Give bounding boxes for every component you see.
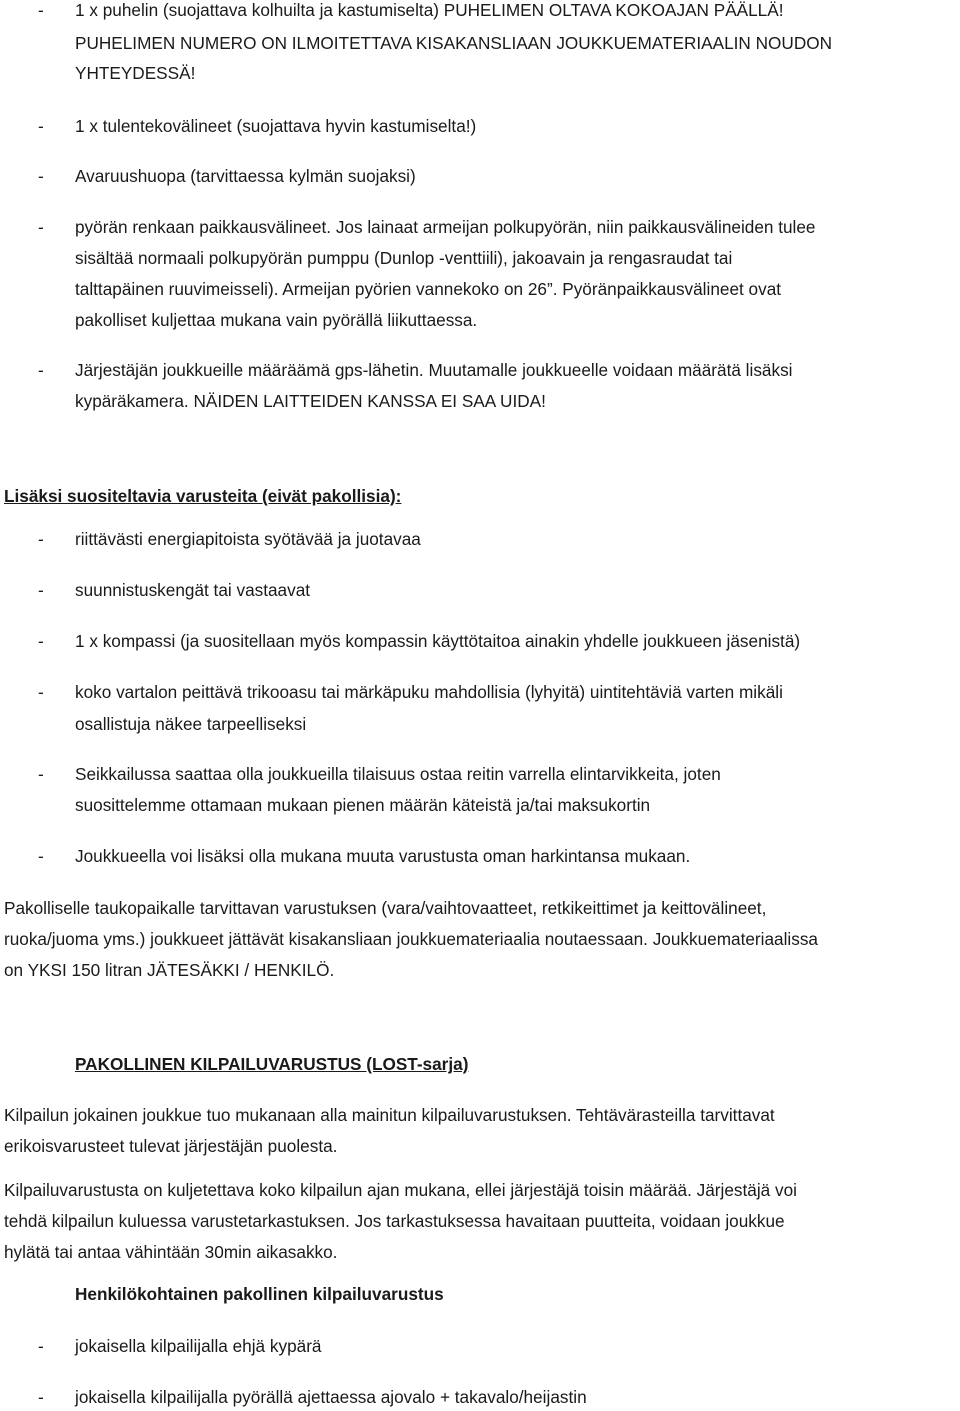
list-item-text: jokaisella kilpailijalla ehjä kypärä [75, 1336, 322, 1356]
line-text: PUHELIMEN NUMERO ON ILMOITETTAVA KISAKANSLIAAN JOUKKUEMATERIAALIN NOUDON [75, 33, 833, 53]
line-text: hylätä tai antaa vähintään 30min aikasakko. [4, 1242, 338, 1262]
line-text: Kilpailuvarustusta on kuljetettava koko kilpailun ajan mukana, ellei järjestäjä toisin määrää. Järjestäjä voi [4, 1180, 797, 1200]
line-text: tehdä kilpailun kuluessa varustetarkastuksen. Jos tarkastuksessa havaitaan puutteita, voidaan joukkue [4, 1211, 785, 1231]
list-item-text: 1 x kompassi (ja suositellaan myös kompassin käyttötaitoa ainakin yhdelle joukkueen jäsenistä) [75, 631, 801, 651]
list-dash: - [38, 166, 44, 186]
list-item-text: Seikkailussa saattaa olla joukkueilla tilaisuus ostaa reitin varrella elintarvikkeita, joten [75, 764, 721, 784]
line-text: on YKSI 150 litran JÄTESÄKKI / HENKILÖ. [4, 960, 335, 980]
list-dash: - [38, 116, 44, 136]
line-text: kypäräkamera. NÄIDEN LAITTEIDEN KANSSA EI SAA UIDA! [75, 391, 546, 411]
line-text: ruoka/juoma yms.) joukkueet jättävät kisakansliaan joukkuemateriaalia noutaessaan. Joukkuemateriaalissa [4, 929, 818, 949]
list-item-text: jokaisella kilpailijalla pyörällä ajettaessa ajovalo + takavalo/heijastin [75, 1387, 587, 1407]
list-dash: - [38, 1387, 44, 1407]
list-dash: - [38, 631, 44, 651]
list-item-text: Joukkueella voi lisäksi olla mukana muuta varustusta oman harkintansa mukaan. [75, 846, 691, 866]
list-dash: - [38, 217, 44, 237]
list-item-text: Järjestäjän joukkueille määräämä gps-lähetin. Muutamalle joukkueelle voidaan määrätä lisäksi [75, 360, 793, 380]
list-dash: - [38, 0, 44, 20]
list-dash: - [38, 529, 44, 549]
list-item-text: koko vartalon peittävä trikooasu tai märkäpuku mahdollisia (lyhyitä) uintitehtäviä varten mikäli [75, 682, 783, 702]
line-text: erikoisvarusteet tulevat järjestäjän puolesta. [4, 1136, 338, 1156]
list-dash: - [38, 1336, 44, 1356]
line-text: YHTEYDESSÄ! [75, 63, 196, 83]
line-text: Kilpailun jokainen joukkue tuo mukanaan alla mainitun kilpailuvarustuksen. Tehtävärasteilla tarvittavat [4, 1105, 775, 1125]
list-item-text: suunnistuskengät tai vastaavat [75, 580, 311, 600]
list-dash: - [38, 360, 44, 380]
line-text: sisältää normaali polkupyörän pumppu (Dunlop -venttiili), jakoavain ja rengasraudat tai [75, 248, 733, 268]
list-dash: - [38, 682, 44, 702]
list-dash: - [38, 764, 44, 784]
heading-text: Lisäksi suositeltavia varusteita (eivät pakollisia): [4, 486, 402, 506]
list-item-text: 1 x puhelin (suojattava kolhuilta ja kastumiselta) PUHELIMEN OLTAVA KOKOAJAN PÄÄLLÄ! [75, 0, 784, 20]
line-text: talttapäinen ruuvimeisseli). Armeijan pyörien vannekoko on 26”. Pyöränpaikkausvälineet ovat [75, 279, 782, 299]
list-item-text: riittävästi energiapitoista syötävää ja juotavaa [75, 529, 421, 549]
list-dash: - [38, 580, 44, 600]
subheading-text: Henkilökohtainen pakollinen kilpailuvarustus [75, 1284, 444, 1304]
list-item-text: 1 x tulentekovälineet (suojattava hyvin kastumiselta!) [75, 116, 477, 136]
line-text: suosittelemme ottamaan mukaan pienen määrän käteistä ja/tai maksukortin [75, 795, 651, 815]
heading-text: PAKOLLINEN KILPAILUVARUSTUS (LOST-sarja) [75, 1054, 469, 1074]
line-text: Pakolliselle taukopaikalle tarvittavan varustuksen (vara/vaihtovaatteet, retkikeittimet ja keittovälineet, [4, 898, 767, 918]
line-text: osallistuja näkee tarpeelliseksi [75, 714, 307, 734]
line-text: pakolliset kuljettaa mukana vain pyörällä liikuttaessa. [75, 310, 478, 330]
list-item-text: Avaruushuopa (tarvittaessa kylmän suojaksi) [75, 166, 416, 186]
list-dash: - [38, 846, 44, 866]
list-item-text: pyörän renkaan paikkausvälineet. Jos lainaat armeijan polkupyörän, niin paikkausvälineiden tulee [75, 217, 816, 237]
